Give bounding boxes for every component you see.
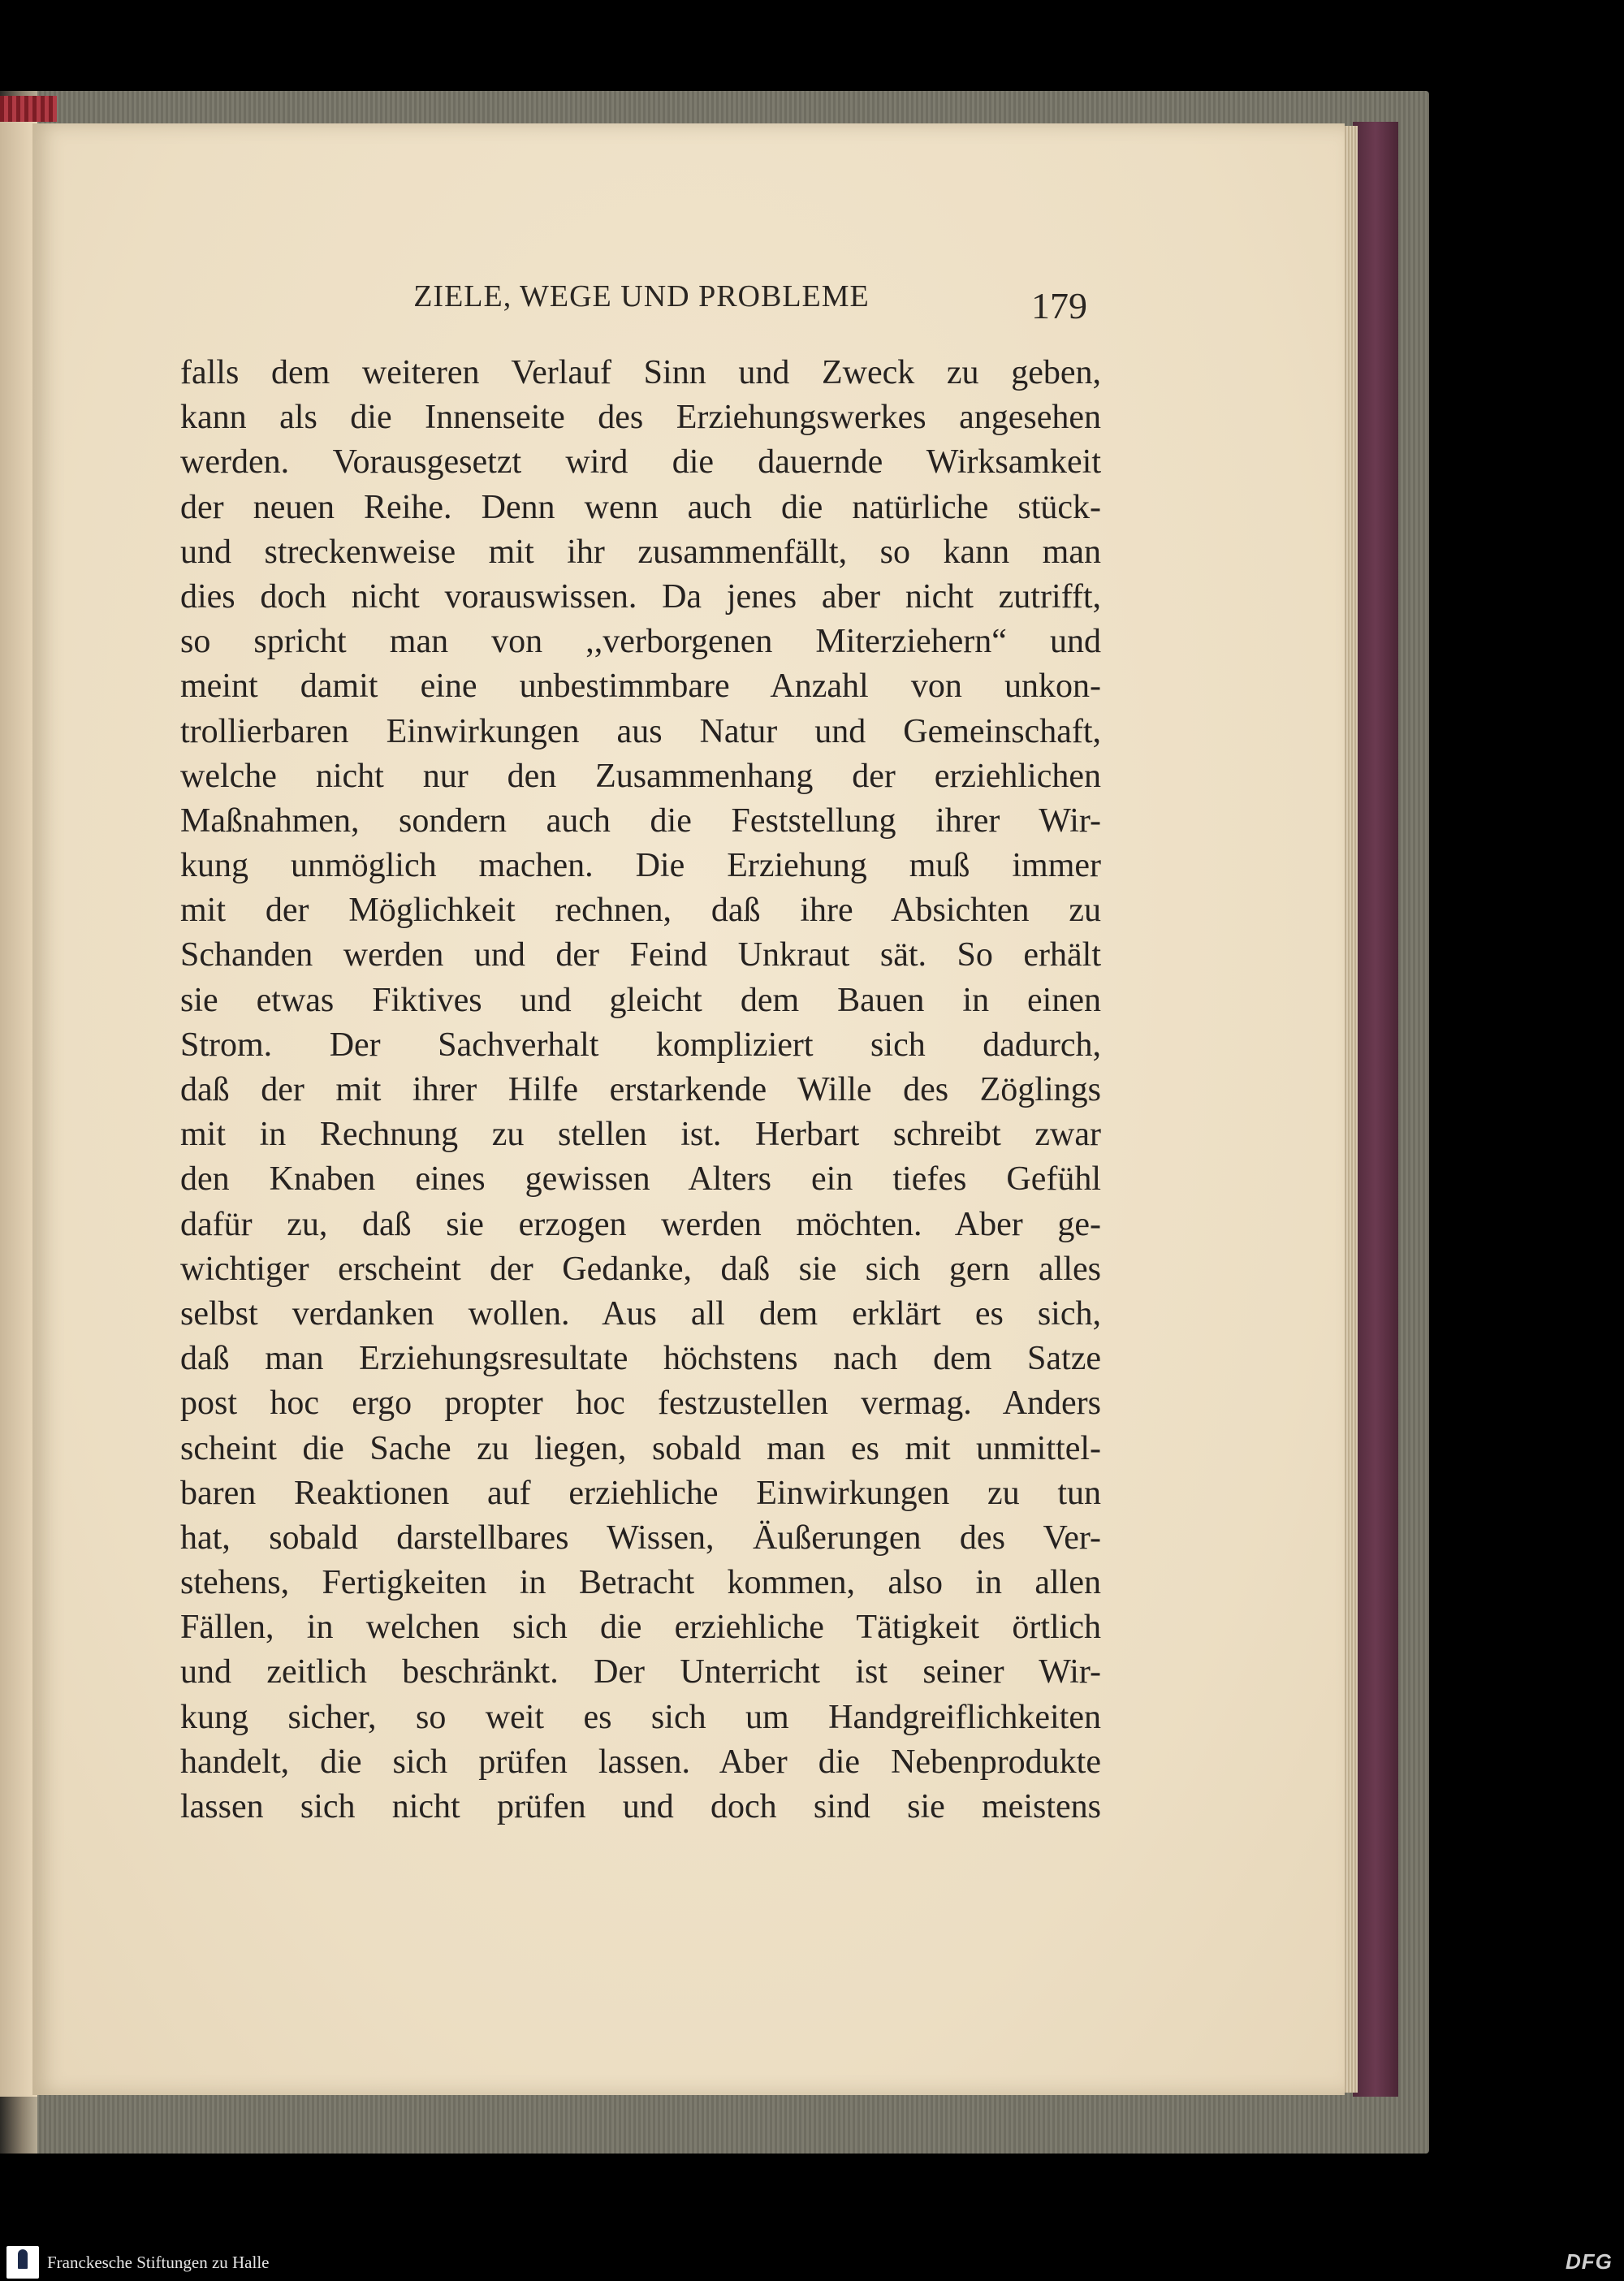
text-line: Fällen, in welchen sich die erziehliche Tätigkeit örtlich — [180, 1609, 1101, 1647]
text-line: stehens, Fertigkeiten in Betracht kommen, also in allen — [180, 1564, 1101, 1602]
text-line: daß der mit ihrer Hilfe erstarkende Wille des Zöglings — [180, 1071, 1101, 1108]
text-line: kung unmöglich machen. Die Erziehung muß immer — [180, 847, 1101, 885]
institution-logo-mark-icon — [18, 2249, 28, 2269]
text-line: kann als die Innenseite des Erziehungswerkes angesehen — [180, 399, 1101, 437]
text-line: so spricht man von ,,verborgenen Miterziehern“ und — [180, 623, 1101, 661]
text-line: mit der Möglichkeit rechnen, daß ihre Absichten zu — [180, 892, 1101, 930]
text-line: Strom. Der Sachverhalt kompliziert sich dadurch, — [180, 1026, 1101, 1064]
page-number: 179 — [1031, 285, 1087, 326]
text-line: falls dem weiteren Verlauf Sinn und Zweck zu geben, — [180, 354, 1101, 391]
text-line: welche nicht nur den Zusammenhang der erziehlichen — [180, 757, 1101, 795]
text-line: hat, sobald darstellbares Wissen, Äußerungen des Ver- — [180, 1519, 1101, 1557]
text-line: post hoc ergo propter hoc festzustellen vermag. Anders — [180, 1385, 1101, 1423]
text-line: Maßnahmen, sondern auch die Feststellung ihrer Wir- — [180, 801, 1101, 840]
text-line: werden. Vorausgesetzt wird die dauernde Wirksamkeit — [180, 443, 1101, 482]
body-text — [180, 351, 1101, 1830]
text-line: scheint die Sache zu liegen, sobald man es mit unmittel- — [180, 1429, 1101, 1467]
text-line: lassen sich nicht prüfen und doch sind sie meistens — [180, 1788, 1101, 1825]
text-line: mit in Rechnung zu stellen ist. Herbart schreibt zwar — [180, 1116, 1101, 1154]
text-line: selbst verdanken wollen. Aus all dem erklärt es sich, — [180, 1294, 1101, 1333]
text-line: handelt, die sich prüfen lassen. Aber die Nebenprodukte — [180, 1743, 1101, 1781]
end-paper — [1353, 122, 1398, 2097]
text-line: Schanden werden und der Feind Unkraut sät. So erhält — [180, 936, 1101, 974]
text-line: der neuen Reihe. Denn wenn auch die natürliche stück- — [180, 488, 1101, 526]
text-line: den Knaben eines gewissen Alters ein tiefes Gefühl — [180, 1160, 1101, 1199]
dfg-logo: DFG — [1566, 2249, 1613, 2274]
text-line: baren Reaktionen auf erziehliche Einwirkungen zu tun — [180, 1474, 1101, 1512]
text-line: sie etwas Fiktives und gleicht dem Bauen in einen — [180, 981, 1101, 1019]
running-head: ZIELE, WEGE UND PROBLEME — [413, 279, 870, 313]
text-line: kung sicher, so weit es sich um Handgreiflichkeiten — [180, 1698, 1101, 1736]
text-line: dies doch nicht vorauswissen. Da jenes aber nicht zutrifft, — [180, 577, 1101, 616]
institution-name: Franckesche Stiftungen zu Halle — [47, 2253, 270, 2272]
text-line: dafür zu, daß sie erzogen werden möchten. Aber ge- — [180, 1205, 1101, 1243]
text-line: trollierbaren Einwirkungen aus Natur und Gemeinschaft, — [180, 712, 1101, 750]
text-line: meint damit eine unbestimmbare Anzahl von unkon- — [180, 667, 1101, 706]
bookmark-ribbon — [0, 96, 57, 122]
text-line: und streckenweise mit ihr zusammenfällt, so kann man — [180, 533, 1101, 571]
text-line: wichtiger erscheint der Gedanke, daß sie sich gern alles — [180, 1250, 1101, 1288]
text-line: daß man Erziehungsresultate höchstens nach dem Satze — [180, 1340, 1101, 1378]
text-line: und zeitlich beschränkt. Der Unterricht ist seiner Wir- — [180, 1653, 1101, 1691]
